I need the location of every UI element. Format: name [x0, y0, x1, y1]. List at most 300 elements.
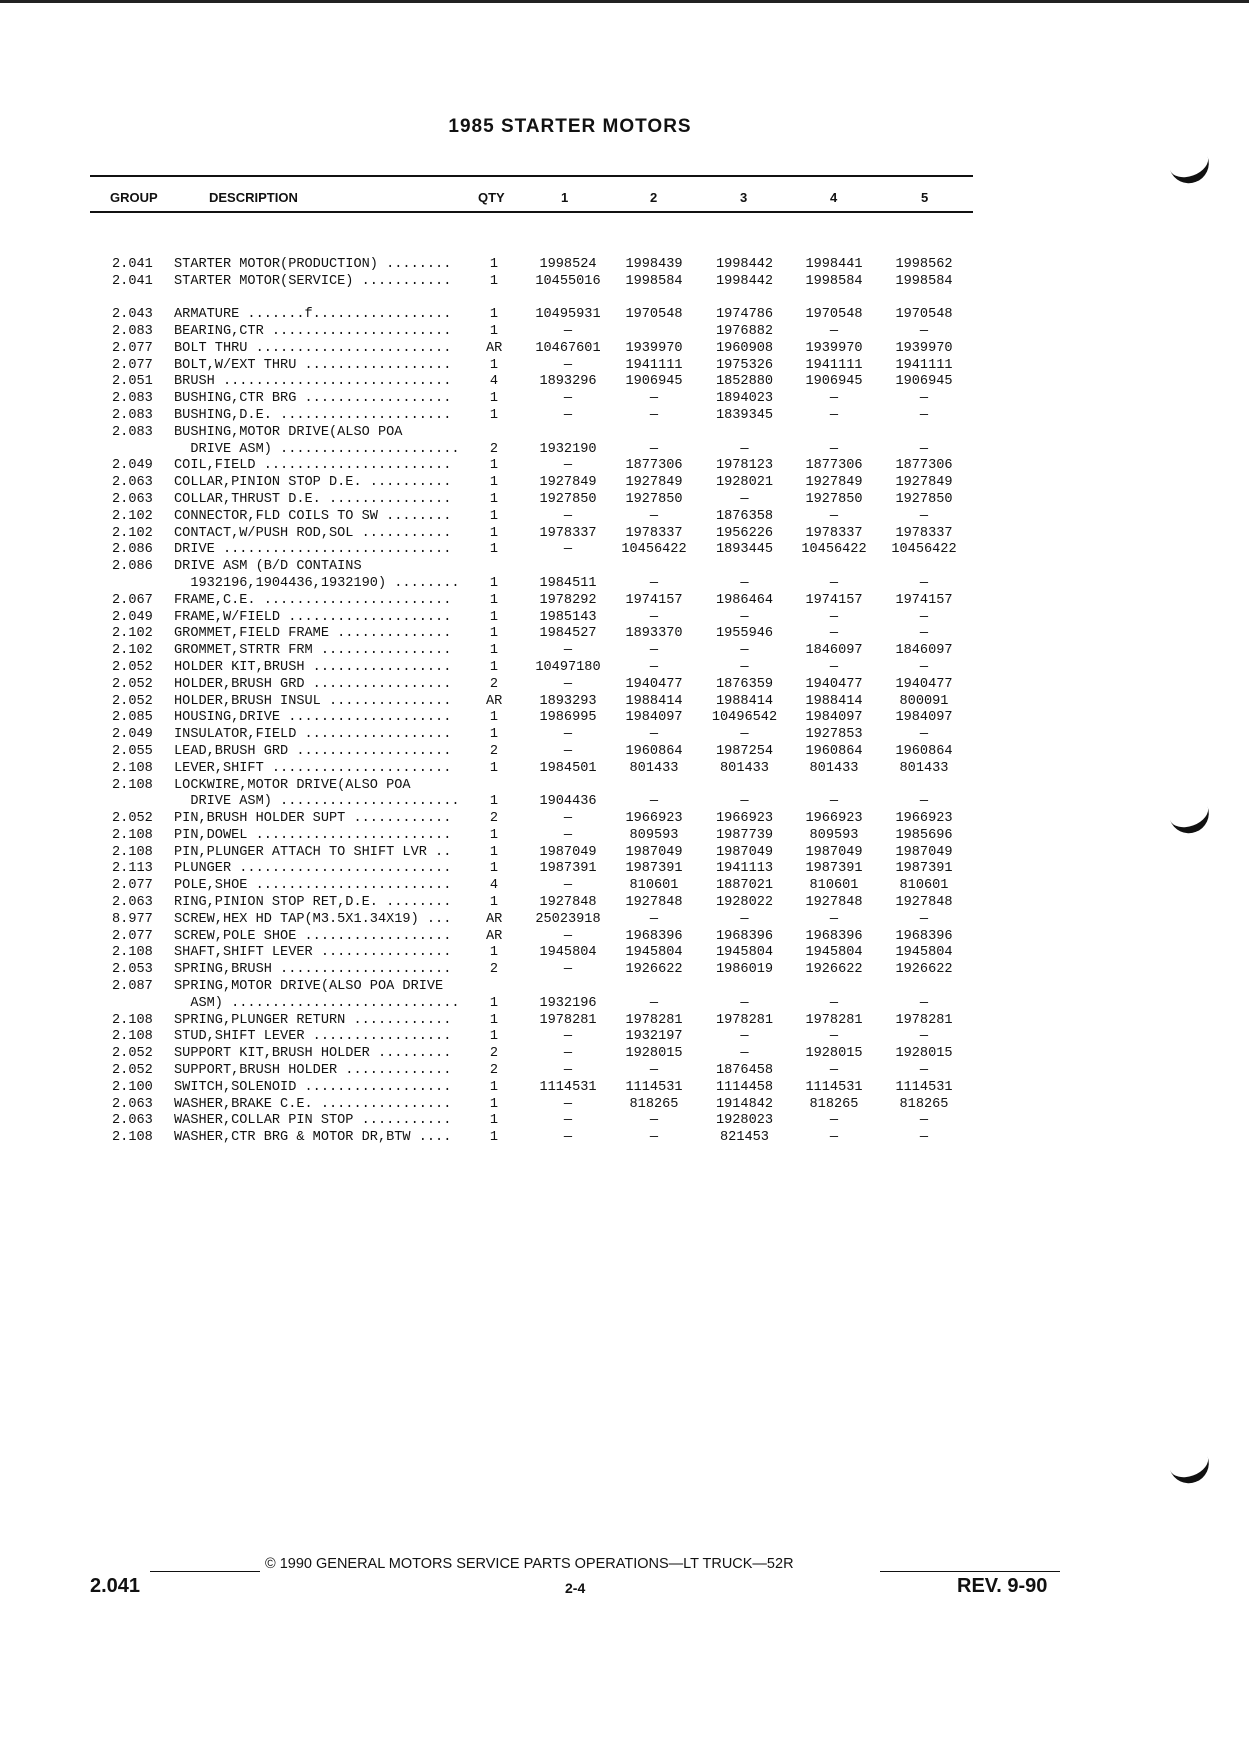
description-cell: RING,PINION STOP RET,D.E. ........ — [174, 895, 452, 911]
group-cell: 2.067 — [112, 592, 153, 608]
part-number-cell-4: 1906945 — [805, 374, 863, 390]
group-cell: 2.113 — [112, 861, 153, 877]
part-number-cell-1: 10495931 — [535, 307, 601, 323]
part-number-cell-1: — — [563, 1130, 573, 1146]
part-number-cell-4: — — [829, 609, 839, 625]
description-cell: BOLT THRU ........................ — [174, 340, 452, 356]
description-cell: SPRING,BRUSH ..................... — [174, 962, 452, 978]
qty-cell: 4 — [489, 374, 498, 390]
part-number-cell-1: — — [563, 542, 573, 558]
qty-cell: 2 — [489, 1046, 498, 1062]
parts-table — [0, 240, 1249, 1147]
part-number-cell-4: 1945804 — [805, 945, 863, 961]
description-cell: SWITCH,SOLENOID .................. — [174, 1079, 452, 1095]
part-number-cell-5: 1966923 — [895, 811, 953, 827]
description-cell: PIN,BRUSH HOLDER SUPT ............ — [174, 811, 452, 827]
col-header-2: 2 — [650, 190, 658, 205]
col-header-3: 3 — [740, 190, 748, 205]
description-cell: WASHER,CTR BRG & MOTOR DR,BTW .... — [174, 1130, 452, 1146]
part-number-cell-5: 1970548 — [895, 307, 953, 323]
part-number-cell-5: — — [919, 391, 929, 407]
description-cell: BEARING,CTR ...................... — [174, 323, 452, 339]
binder-mark-3 — [1166, 1444, 1215, 1489]
part-number-cell-1: 1893296 — [539, 374, 597, 390]
part-number-cell-2: 810601 — [629, 878, 679, 894]
part-number-cell-2: — — [649, 1113, 659, 1129]
table-row — [0, 257, 1249, 274]
description-cell: SUPPORT,BRUSH HOLDER ............. — [174, 1063, 452, 1079]
part-number-cell-2: — — [649, 508, 659, 524]
part-number-cell-4: — — [829, 794, 839, 810]
group-cell: 2.086 — [112, 559, 153, 575]
description-cell: DRIVE ASM) ...................... — [174, 794, 460, 810]
table-row — [0, 828, 1249, 845]
description-cell: PIN,PLUNGER ATTACH TO SHIFT LVR .. — [174, 844, 452, 860]
part-number-cell-4: 1970548 — [805, 307, 863, 323]
qty-cell: 1 — [489, 760, 498, 776]
table-row — [0, 626, 1249, 643]
part-number-cell-3: 1956226 — [715, 525, 774, 541]
part-number-cell-5: — — [919, 508, 929, 524]
col-header-1: 1 — [561, 190, 569, 205]
qty-cell: 1 — [489, 945, 498, 961]
description-cell: INSULATOR,FIELD .................. — [174, 727, 452, 743]
part-number-cell-1: — — [563, 407, 573, 423]
part-number-cell-5: — — [919, 1130, 929, 1146]
qty-cell: 1 — [489, 458, 498, 474]
qty-cell: 1 — [489, 1096, 498, 1112]
qty-cell: 1 — [489, 525, 498, 541]
part-number-cell-1: — — [563, 391, 573, 407]
table-row — [0, 761, 1249, 778]
part-number-cell-4: 1926622 — [805, 962, 863, 978]
footer-copyright: © 1990 GENERAL MOTORS SERVICE PARTS OPERATIONS—LT TRUCK—52R — [265, 1556, 794, 1572]
group-cell: 2.083 — [112, 391, 153, 407]
qty-cell: 1 — [489, 844, 498, 860]
footer-rule-left — [150, 1571, 260, 1572]
part-number-cell-3: 1975326 — [715, 357, 774, 373]
part-number-cell-3: 1928023 — [715, 1113, 774, 1129]
part-number-cell-2: 1987049 — [625, 844, 683, 860]
part-number-cell-3: — — [740, 911, 749, 927]
part-number-cell-1: 1927850 — [539, 491, 597, 507]
part-number-cell-3: 1960908 — [715, 340, 774, 356]
part-number-cell-4: 1968396 — [805, 928, 863, 944]
table-row — [0, 1130, 1249, 1147]
part-number-cell-2: 1877306 — [625, 458, 683, 474]
part-number-cell-1: — — [563, 878, 573, 894]
qty-cell: 1 — [489, 323, 498, 339]
part-number-cell-5: 1984097 — [895, 710, 953, 726]
part-number-cell-4: 801433 — [809, 760, 859, 776]
group-cell: 2.041 — [112, 256, 153, 272]
description-cell: GROMMET,STRTR FRM ................ — [174, 643, 452, 659]
group-cell: 2.083 — [112, 323, 153, 339]
table-row — [0, 962, 1249, 979]
description-cell: ARMATURE .......f................. — [174, 307, 452, 323]
description-cell: BOLT,W/EXT THRU .................. — [174, 357, 452, 373]
part-number-cell-4: 810601 — [809, 878, 859, 894]
part-number-cell-4: 1877306 — [805, 458, 863, 474]
qty-cell: 1 — [489, 575, 498, 591]
part-number-cell-5: 1987049 — [895, 844, 953, 860]
part-number-cell-2: 10456422 — [621, 542, 687, 558]
part-number-cell-4: 818265 — [809, 1096, 859, 1112]
part-number-cell-2: 1927850 — [625, 491, 683, 507]
part-number-cell-1: 1978292 — [539, 592, 597, 608]
part-number-cell-4: — — [829, 659, 839, 675]
description-cell: SPRING,MOTOR DRIVE(ALSO POA DRIVE — [174, 979, 444, 995]
group-cell: 8.977 — [112, 911, 153, 927]
group-cell: 2.052 — [112, 676, 153, 692]
part-number-cell-4: 1960864 — [805, 743, 863, 759]
part-number-cell-5: — — [919, 1113, 929, 1129]
part-number-cell-1: — — [563, 1029, 573, 1045]
table-row — [0, 1046, 1249, 1063]
description-cell: FRAME,C.E. ....................... — [174, 592, 452, 608]
group-cell: 2.086 — [112, 542, 153, 558]
part-number-cell-4: 1998584 — [805, 273, 863, 289]
page-title: 1985 STARTER MOTORS — [448, 116, 692, 137]
part-number-cell-4: — — [829, 626, 839, 642]
part-number-cell-1: 1893293 — [539, 693, 597, 709]
qty-cell: 1 — [489, 357, 498, 373]
part-number-cell-3: — — [740, 1046, 749, 1062]
table-row — [0, 492, 1249, 509]
part-number-cell-5: 1941111 — [895, 357, 953, 373]
part-number-cell-3: 1876358 — [715, 508, 774, 524]
description-cell: DRIVE ............................ — [174, 542, 452, 558]
part-number-cell-1: 1927849 — [539, 475, 597, 491]
part-number-cell-3: 1978123 — [715, 458, 774, 474]
table-row — [0, 425, 1249, 442]
qty-cell: 1 — [489, 1113, 498, 1129]
part-number-cell-3: 1894023 — [715, 391, 774, 407]
part-number-cell-5: 10456422 — [891, 542, 957, 558]
col-header-5: 5 — [921, 190, 929, 205]
part-number-cell-3: 1914842 — [715, 1096, 774, 1112]
part-number-cell-2: 1927848 — [625, 895, 683, 911]
part-number-cell-2: 1940477 — [625, 676, 683, 692]
table-row — [0, 610, 1249, 627]
part-number-cell-4: — — [829, 508, 839, 524]
qty-cell: 1 — [489, 794, 498, 810]
group-cell: 2.108 — [112, 1029, 153, 1045]
part-number-cell-4: 1974157 — [805, 592, 863, 608]
part-number-cell-1: — — [563, 811, 573, 827]
qty-cell: 1 — [489, 391, 498, 407]
qty-cell: 1 — [489, 827, 498, 843]
part-number-cell-5: — — [919, 441, 929, 457]
part-number-cell-3: 1998442 — [715, 273, 774, 289]
part-number-cell-5: 1939970 — [895, 340, 953, 356]
part-number-cell-2: — — [649, 727, 659, 743]
part-number-cell-2: — — [649, 441, 659, 457]
part-number-cell-5: — — [919, 794, 929, 810]
part-number-cell-3: 1974786 — [715, 307, 774, 323]
part-number-cell-1: 10467601 — [535, 340, 601, 356]
table-row — [0, 391, 1249, 408]
description-cell: WASHER,COLLAR PIN STOP ........... — [174, 1113, 452, 1129]
part-number-cell-3: 1955946 — [715, 626, 774, 642]
part-number-cell-5: 1927849 — [895, 475, 953, 491]
description-cell: BUSHING,MOTOR DRIVE(ALSO POA — [174, 424, 403, 440]
part-number-cell-2: 1987391 — [625, 861, 683, 877]
part-number-cell-4: 1998441 — [805, 256, 863, 272]
part-number-cell-4: 1987049 — [805, 844, 863, 860]
group-cell: 2.085 — [112, 710, 153, 726]
part-number-cell-3: 1876359 — [715, 676, 774, 692]
part-number-cell-1: — — [563, 508, 573, 524]
part-number-cell-4: 1978281 — [805, 1012, 863, 1028]
part-number-cell-1: 10455016 — [535, 273, 601, 289]
part-number-cell-1: 1984527 — [539, 626, 597, 642]
part-number-cell-1: — — [563, 458, 573, 474]
group-cell: 2.100 — [112, 1079, 153, 1095]
part-number-cell-1: 1984501 — [539, 760, 597, 776]
part-number-cell-3: 1852880 — [715, 374, 774, 390]
part-number-cell-2: 1928015 — [625, 1046, 683, 1062]
part-number-cell-1: 1986995 — [539, 710, 597, 726]
table-row — [0, 845, 1249, 862]
qty-cell: 1 — [489, 407, 498, 423]
part-number-cell-1: 1987049 — [539, 844, 597, 860]
qty-cell: 1 — [489, 256, 498, 272]
part-number-cell-5: — — [919, 995, 929, 1011]
part-number-cell-3: 1893445 — [715, 542, 774, 558]
table-row — [0, 1080, 1249, 1097]
group-cell: 2.063 — [112, 1113, 153, 1129]
part-number-cell-3: 1928022 — [715, 895, 774, 911]
part-number-cell-5: 1998562 — [895, 256, 953, 272]
part-number-cell-3: 10496542 — [711, 710, 778, 726]
part-number-cell-4: — — [829, 323, 839, 339]
qty-cell: 2 — [489, 811, 498, 827]
table-row — [0, 694, 1249, 711]
table-row — [0, 526, 1249, 543]
part-number-cell-3: — — [740, 659, 749, 675]
part-number-cell-5: — — [919, 626, 929, 642]
part-number-cell-2: 1927849 — [625, 475, 683, 491]
part-number-cell-1: — — [563, 1063, 573, 1079]
part-number-cell-4: — — [829, 1130, 839, 1146]
part-number-cell-3: 1998442 — [715, 256, 774, 272]
part-number-cell-4: 1987391 — [805, 861, 863, 877]
table-row — [0, 979, 1249, 996]
part-number-cell-1: — — [563, 643, 573, 659]
part-number-cell-1: 25023918 — [535, 911, 601, 927]
part-number-cell-5: 810601 — [899, 878, 949, 894]
part-number-cell-4: 809593 — [809, 827, 859, 843]
part-number-cell-2: — — [649, 575, 659, 591]
part-number-cell-3: 1987254 — [715, 743, 774, 759]
part-number-cell-4: 1928015 — [805, 1046, 863, 1062]
description-cell: FRAME,W/FIELD .................... — [174, 609, 452, 625]
group-cell: 2.052 — [112, 693, 153, 709]
qty-cell: 1 — [489, 643, 498, 659]
part-number-cell-3: 1987739 — [715, 827, 774, 843]
col-header-qty: QTY — [478, 190, 505, 205]
qty-cell: 1 — [489, 710, 498, 726]
part-number-cell-4: 10456422 — [801, 542, 867, 558]
part-number-cell-5: 1114531 — [895, 1079, 953, 1095]
group-cell: 2.049 — [112, 727, 153, 743]
table-row — [0, 945, 1249, 962]
part-number-cell-1: 1927848 — [539, 895, 597, 911]
description-cell: HOUSING,DRIVE .................... — [174, 710, 452, 726]
part-number-cell-5: 1877306 — [895, 458, 953, 474]
description-cell: SUPPORT KIT,BRUSH HOLDER ......... — [174, 1046, 452, 1062]
description-cell: 1932196,1904436,1932190) ........ — [174, 575, 460, 591]
group-cell: 2.053 — [112, 962, 153, 978]
table-row — [0, 643, 1249, 660]
table-row — [0, 442, 1249, 459]
group-cell: 2.102 — [112, 525, 153, 541]
table-row — [0, 559, 1249, 576]
table-row — [0, 358, 1249, 375]
group-cell: 2.083 — [112, 407, 153, 423]
description-cell: SCREW,POLE SHOE .................. — [174, 928, 452, 944]
group-cell: 2.108 — [112, 827, 153, 843]
part-number-cell-2: 1906945 — [625, 374, 683, 390]
table-row — [0, 744, 1249, 761]
part-number-cell-5: 1987391 — [895, 861, 953, 877]
group-cell: 2.052 — [112, 1046, 153, 1062]
part-number-cell-4: 1978337 — [805, 525, 863, 541]
qty-cell: 1 — [489, 475, 498, 491]
description-cell: HOLDER,BRUSH INSUL ............... — [174, 693, 452, 709]
description-cell: CONNECTOR,FLD COILS TO SW ........ — [174, 508, 452, 524]
part-number-cell-3: — — [740, 1029, 749, 1045]
part-number-cell-1: — — [563, 1113, 573, 1129]
part-number-cell-2: 1978281 — [625, 1012, 683, 1028]
qty-cell: 1 — [489, 995, 498, 1011]
table-row — [0, 895, 1249, 912]
qty-cell: AR — [486, 928, 503, 944]
qty-cell: 1 — [489, 542, 498, 558]
description-cell: BUSHING,CTR BRG .................. — [174, 391, 452, 407]
qty-cell: 1 — [489, 592, 498, 608]
part-number-cell-3: 821453 — [720, 1130, 769, 1146]
part-number-cell-5: 1945804 — [895, 945, 953, 961]
part-number-cell-4: 1966923 — [805, 811, 863, 827]
part-number-cell-4: 1927848 — [805, 895, 863, 911]
col-header-4: 4 — [830, 190, 838, 205]
part-number-cell-3: — — [740, 727, 749, 743]
part-number-cell-3: 1839345 — [715, 407, 774, 423]
group-cell: 2.063 — [112, 1096, 153, 1112]
part-number-cell-3: 1928021 — [715, 475, 774, 491]
description-cell: COLLAR,PINION STOP D.E. .......... — [174, 475, 452, 491]
part-number-cell-3: — — [740, 575, 749, 591]
table-row — [0, 996, 1249, 1013]
part-number-cell-4: 1940477 — [805, 676, 863, 692]
qty-cell: 2 — [489, 676, 498, 692]
part-number-cell-4: — — [829, 1029, 839, 1045]
table-row — [0, 878, 1249, 895]
table-row — [0, 576, 1249, 593]
part-number-cell-1: — — [563, 676, 573, 692]
part-number-cell-2: — — [649, 407, 659, 423]
part-number-cell-1: 1904436 — [539, 794, 597, 810]
part-number-cell-3: 1978281 — [715, 1012, 774, 1028]
part-number-cell-3: — — [740, 609, 749, 625]
part-number-cell-2: 1926622 — [625, 962, 683, 978]
part-number-cell-3: 1986019 — [715, 962, 774, 978]
description-cell: SHAFT,SHIFT LEVER ................ — [174, 945, 452, 961]
footer-group-number: 2.041 — [90, 1575, 141, 1597]
part-number-cell-2: — — [649, 391, 659, 407]
part-number-cell-3: 1987049 — [715, 844, 774, 860]
part-number-cell-3: 1876458 — [715, 1063, 774, 1079]
qty-cell: 2 — [489, 441, 498, 457]
qty-cell: 2 — [489, 1063, 498, 1079]
description-cell: HOLDER,BRUSH GRD ................. — [174, 676, 452, 692]
qty-cell: 1 — [489, 1079, 498, 1095]
qty-cell: AR — [486, 693, 503, 709]
part-number-cell-4: 1941111 — [805, 357, 863, 373]
part-number-cell-3: — — [740, 441, 749, 457]
part-number-cell-1: — — [563, 727, 573, 743]
group-cell: 2.077 — [112, 340, 153, 356]
part-number-cell-3: 1988414 — [715, 693, 774, 709]
table-row — [0, 1063, 1249, 1080]
part-number-cell-4: 1114531 — [805, 1079, 863, 1095]
table-row — [0, 509, 1249, 526]
table-row — [0, 677, 1249, 694]
part-number-cell-5: — — [919, 1029, 929, 1045]
part-number-cell-1: — — [563, 323, 573, 339]
part-number-cell-5: — — [919, 659, 929, 675]
part-number-cell-2: 1939970 — [625, 340, 683, 356]
qty-cell: 1 — [489, 1029, 498, 1045]
description-cell: GROMMET,FIELD FRAME .............. — [174, 626, 452, 642]
description-cell: BRUSH ............................ — [174, 374, 452, 390]
table-row — [0, 811, 1249, 828]
part-number-cell-5: 1928015 — [895, 1046, 953, 1062]
table-row — [0, 1013, 1249, 1030]
top-border — [0, 0, 1249, 3]
description-cell: SPRING,PLUNGER RETURN ............ — [174, 1012, 452, 1028]
part-number-cell-1: 1987391 — [539, 861, 597, 877]
part-number-cell-2: 1984097 — [625, 710, 683, 726]
part-number-cell-5: 818265 — [899, 1096, 949, 1112]
part-number-cell-2: 1988414 — [625, 693, 683, 709]
qty-cell: 2 — [489, 962, 498, 978]
part-number-cell-2: — — [649, 911, 659, 927]
group-cell: 2.108 — [112, 1130, 153, 1146]
part-number-cell-2: 1968396 — [625, 928, 683, 944]
description-cell: CONTACT,W/PUSH ROD,SOL ........... — [174, 525, 452, 541]
qty-cell: 1 — [489, 307, 498, 323]
description-cell: WASHER,BRAKE C.E. ................ — [174, 1096, 452, 1112]
part-number-cell-1: — — [563, 1096, 573, 1112]
qty-cell: 4 — [489, 878, 498, 894]
part-number-cell-2: 818265 — [629, 1096, 679, 1112]
part-number-cell-3: — — [740, 491, 749, 507]
part-number-cell-1: 1114531 — [539, 1079, 597, 1095]
qty-cell: 1 — [489, 1012, 498, 1028]
description-cell: LEVER,SHIFT ...................... — [174, 760, 452, 776]
group-cell: 2.077 — [112, 357, 153, 373]
part-number-cell-5: 1974157 — [895, 592, 953, 608]
group-cell: 2.063 — [112, 475, 153, 491]
group-cell: 2.055 — [112, 743, 153, 759]
group-cell: 2.102 — [112, 643, 153, 659]
table-row — [0, 929, 1249, 946]
part-number-cell-2: 1114531 — [625, 1079, 683, 1095]
part-number-cell-5: 1960864 — [895, 743, 953, 759]
